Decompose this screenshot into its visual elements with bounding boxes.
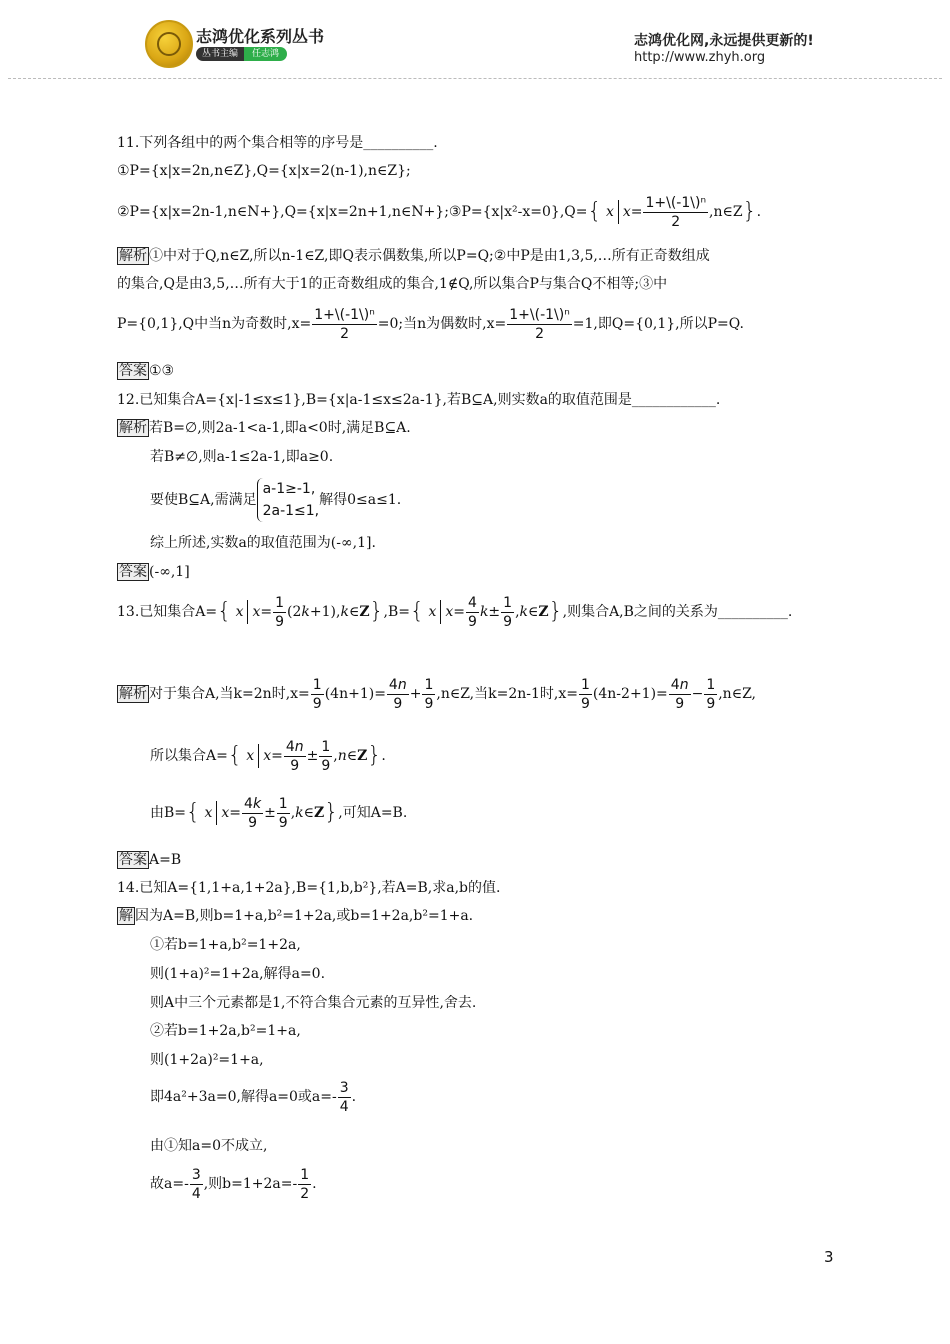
q13-answer: 答案 A=B bbox=[119, 852, 182, 868]
q12-explain-1: 解析 若B=∅,则2a-1<a-1,即a<0时,满足B⊆A. bbox=[119, 420, 411, 436]
q11-stem: 11.下列各组中的两个集合相等的序号是__________. bbox=[117, 135, 438, 151]
header-divider bbox=[8, 78, 942, 79]
q14-solution-4: ②若b=1+2a,b²=1+a, bbox=[150, 1023, 301, 1039]
q11-explain-2: 的集合,Q是由3,5,…所有大于1的正奇数组成的集合,1∉Q,所以集合P与集合Q不相等;③中 bbox=[117, 276, 668, 292]
q14-solution-8: 故a=- $\frac{3}{4}$ ,则b=1+2a=- $\frac{1}{2}$ . bbox=[150, 1166, 317, 1202]
q12-stem: 12.已知集合A={x|-1≤x≤1},B={x|a-1≤x≤2a-1},若B⊆A,则实数a的取值范围是____________. bbox=[117, 392, 721, 408]
q12-explain-3: 要使B⊆A,需满足a-1≥-1, 2a-1≤1,解得0≤a≤1. bbox=[150, 475, 401, 525]
editor-name: 任志鸿 bbox=[244, 47, 287, 61]
q14-solution-3: 则A中三个元素都是1,不符合集合元素的互异性,舍去. bbox=[150, 995, 477, 1011]
q14-solution-1: ①若b=1+a,b²=1+2a, bbox=[150, 937, 301, 953]
q11-fraction: $\frac{\text{1+\textbackslash{}(-1\textbackslash{})ⁿ}}{2}$ bbox=[645, 194, 707, 230]
q14-stem: 14.已知A={1,1+a,1+2a},B={1,b,b²},若A=B,求a,b的值. bbox=[117, 880, 501, 896]
explain-tag: 解析 bbox=[119, 248, 147, 264]
q11-line1: ①P={x|x=2n,n∈Z},Q={x|x=2(n-1),n∈Z}; bbox=[117, 163, 411, 179]
q14-solution-6: 即4a²+3a=0,解得a=0或a=- $\frac{3}{4}$ . bbox=[150, 1079, 357, 1115]
page-header bbox=[0, 0, 950, 95]
editor-label: 丛书主编 bbox=[196, 47, 244, 61]
q14-solution-2: 则(1+a)²=1+2a,解得a=0. bbox=[150, 966, 326, 982]
q11-explain-3: P={0,1},Q中当n为奇数时,x= $\frac{\text{1+\textbackslash{}(-1\textbackslash{})ⁿ}}{2}$ =0;当n为偶数时,x= $\frac{\text{1+\textbackslash{}(-1\textbackslash{})ⁿ}}{2}$ =1,即Q={0,1},所以P=Q. bbox=[117, 306, 745, 342]
slogan: 志鸿优化网,永远提供更新的! bbox=[634, 33, 814, 49]
q11-line2: ②P={x|x=2n-1,n∈N+},Q={x|x=2n+1,n∈N+};③P={x|x²-x=0},Q={ x x= $\frac{\text{1+\textbackslash{}(-1\textbackslash{})ⁿ}}{2}$ ,n∈Z}. bbox=[117, 194, 762, 230]
q14-solution-7: 由①知a=0不成立, bbox=[150, 1138, 268, 1154]
q13-stem: 13.已知集合A={ x x= $\frac{1}{9}$ (2k+1),k∈Z},B={ x x= $\frac{4}{9}$ k± $\frac{1}{9}$ ,k∈Z},则集合A,B之间的关系为__________. bbox=[117, 594, 793, 630]
inequality-system: a-1≥-1, 2a-1≤1, bbox=[257, 478, 320, 522]
q13-explain-2: 所以集合A={ x x= $\frac{4n}{9}$ ± $\frac{1}{9}$ ,n∈Z}. bbox=[150, 738, 386, 774]
q11-answer: 答案 ①③ bbox=[119, 363, 175, 379]
q12-explain-4: 综上所述,实数a的取值范围为(-∞,1]. bbox=[150, 535, 376, 551]
q11-explain-1: 解析 ①中对于Q,n∈Z,所以n-1∈Z,即Q表示偶数集,所以P=Q;②中P是由1,3,5,…所有正奇数组成 bbox=[119, 248, 710, 264]
q14-solution-0: 解 因为A=B,则b=1+a,b²=1+2a,或b=1+2a,b²=1+a. bbox=[119, 908, 474, 924]
q12-answer: 答案 (-∞,1] bbox=[119, 564, 190, 580]
q14-solution-5: 则(1+2a)²=1+a, bbox=[150, 1052, 264, 1068]
website-url[interactable]: http://www.zhyh.org bbox=[634, 50, 766, 65]
editor-bar bbox=[196, 47, 287, 61]
q13-explain-1: 解析 对于集合A,当k=2n时,x= $\frac{1}{9}$ (4n+1)= $\frac{4n}{9}$ + $\frac{1}{9}$ ,n∈Z,当k=2n-1时,x= $\frac{1}{9}$ (4n-2+1)= $\frac{4n}{9}$ − $\frac{1}{9}$ ,n∈Z, bbox=[119, 676, 756, 712]
answer-tag: 答案 bbox=[119, 363, 147, 379]
page-number: 3 bbox=[824, 1248, 834, 1266]
q12-explain-2: 若B≠∅,则a-1≤2a-1,即a≥0. bbox=[150, 449, 334, 465]
q13-explain-3: 由B={ x x= $\frac{4k}{9}$ ± $\frac{1}{9}$ ,k∈Z},可知A=B. bbox=[150, 795, 408, 831]
series-title: 志鸿优化系列丛书 bbox=[196, 27, 325, 46]
publisher-logo bbox=[145, 20, 193, 68]
